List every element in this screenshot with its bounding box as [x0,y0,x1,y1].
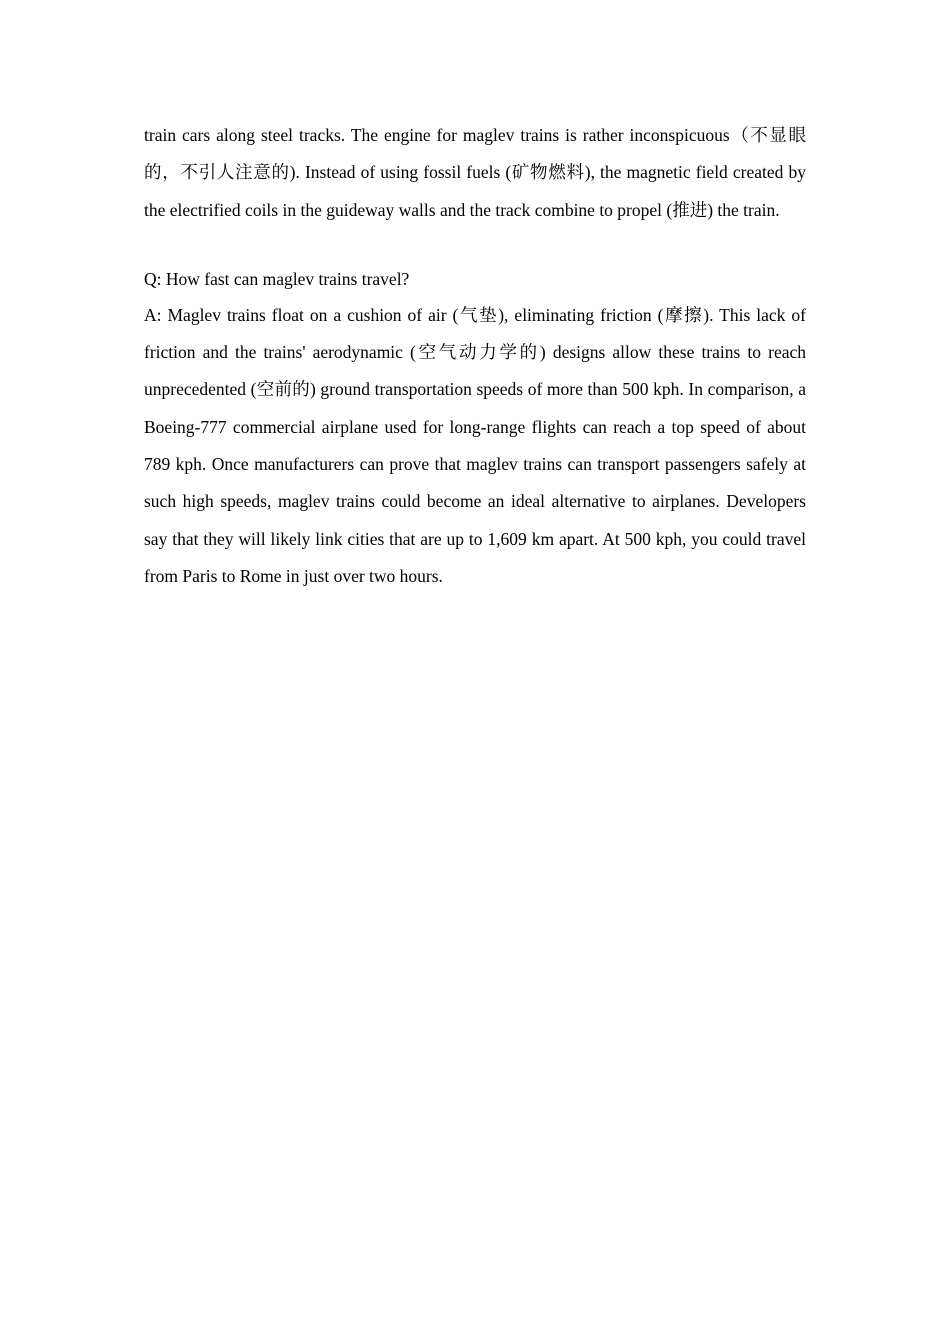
body-paragraph: train cars along steel tracks. The engine for maglev trains is rather inconspicuous（不显眼的，不引人注意的). Instead of using fossil fuels (矿物燃料), the magnetic field created by the electrified coils in the guideway walls and the track combine to propel (推进) the train. [144,125,806,220]
document-page [144,117,806,595]
paragraph-spacer [144,229,806,262]
answer-paragraph: A: Maglev trains float on a cushion of air (气垫), eliminating friction (摩擦). This lack of friction and the trains' aerodynamic (空气动力学的) designs allow these trains to reach unprecedented (空前的) ground transportation speeds of more than 500 kph. In comparison, a Boeing-777 commercial airplane used for long-range flights can reach a top speed of about 789 kph. Once manufacturers can prove that maglev trains can transport passengers safely at such high speeds, maglev trains could become an ideal alternative to airplanes. Developers say that they will likely link cities that are up to 1,609 km apart. At 500 kph, you could travel from Paris to Rome in just over two hours. [144,304,806,586]
question-heading: Q: How fast can maglev trains travel? [144,268,410,289]
